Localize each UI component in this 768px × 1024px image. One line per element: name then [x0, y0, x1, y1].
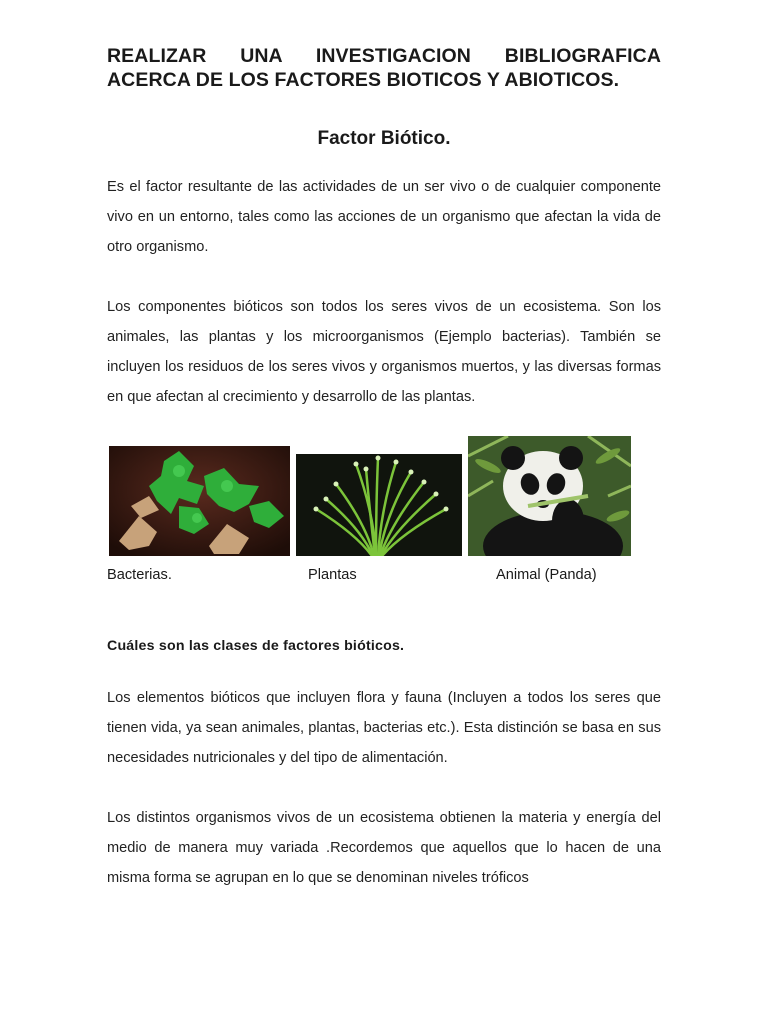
paragraph-components: Los componentes bióticos son todos los seres vivos de un ecosistema. Son los animales, las plantas y los microorganismos (Ejemplo bacterias). También se incluyen los residuos de los seres vivos y organismos muertos, y las diversas formas en que afectan al crecimiento y desarrollo de las plantas.: [107, 299, 661, 405]
caption-bacterias: Bacterias.: [107, 567, 172, 583]
paragraph-elements: Los elementos bióticos que incluyen flora y fauna (Incluyen a todos los seres que tienen vida, ya sean animales, plantas, bacterias etc.). Esta distinción se basa en sus necesidades nutricionales y del tipo de alimentación.: [107, 690, 661, 766]
caption-panda: Animal (Panda): [496, 567, 597, 583]
subheading-classes: Cuáles son las clases de factores bióticos.: [107, 638, 405, 654]
panda-image: [468, 436, 631, 556]
section-title: Factor Biótico.: [317, 128, 451, 149]
document-page: [107, 44, 661, 886]
figure-row: [107, 434, 661, 559]
bacteria-image: [109, 446, 290, 556]
document-title: REALIZAR UNA INVESTIGACION BIBLIOGRAFICA ACERCA DE LOS FACTORES BIOTICOS Y ABIOTICOS.: [107, 45, 661, 91]
paragraph-definition: Es el factor resultante de las actividades de un ser vivo o de cualquier componente vivo en un entorno, tales como las acciones de un organismo que afectan la vida de otro organismo.: [107, 179, 661, 255]
caption-plantas: Plantas: [308, 567, 357, 583]
figure-captions: [107, 567, 661, 591]
plant-image: [296, 454, 462, 556]
paragraph-organisms: Los distintos organismos vivos de un ecosistema obtienen la materia y energía del medio de manera muy variada .Recordemos que aquellos que lo hacen de una misma forma se agrupan en lo que se denominan niveles tróficos: [107, 810, 661, 886]
